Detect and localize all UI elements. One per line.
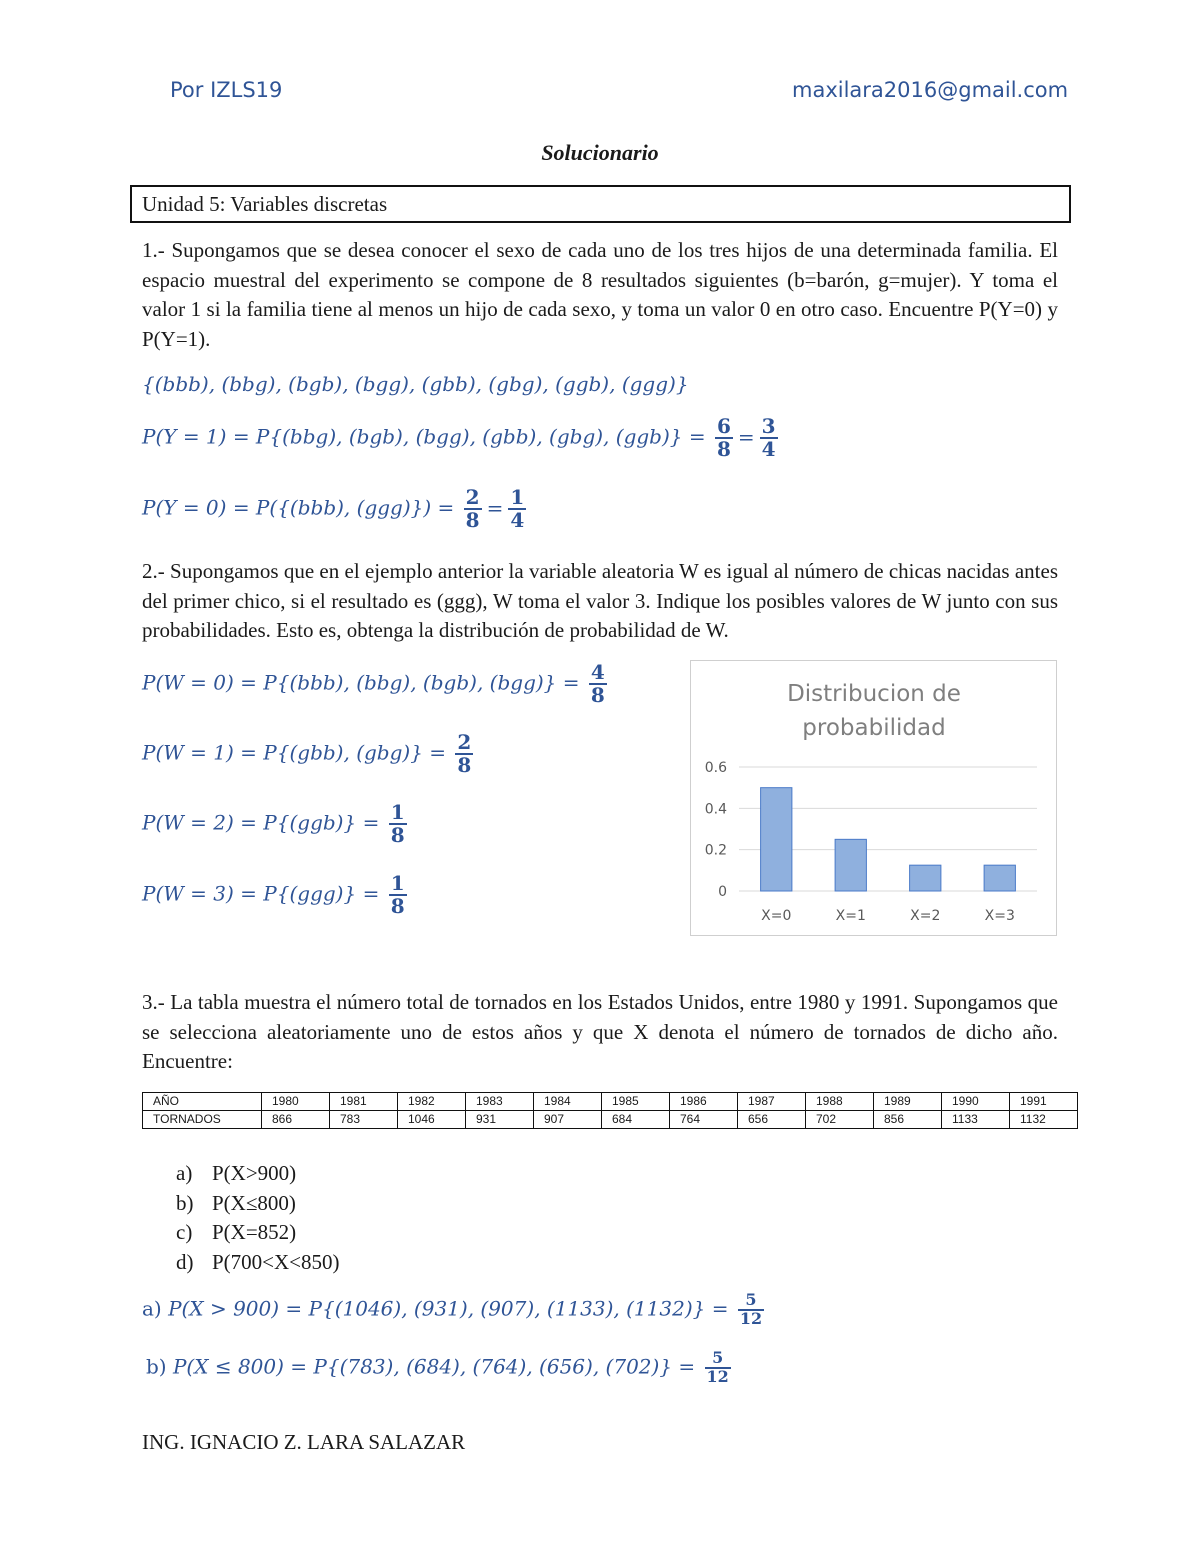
table-cell: 1986 (670, 1093, 738, 1111)
unit-label: Unidad 5: Variables discretas (142, 192, 388, 216)
answer-b (146, 1350, 734, 1386)
equals-sign: = (737, 424, 755, 449)
table-cell: 783 (330, 1111, 398, 1129)
sample-space: {(bbb), (bbg), (bgb), (bgg), (gbb), (gbg), (ggb), (ggg)} (142, 372, 689, 396)
table-cell: 1988 (806, 1093, 874, 1111)
fraction: $\frac{5}{12}$ (706, 1348, 729, 1386)
bar (835, 839, 866, 891)
list-item: d) P(700<X<850) (176, 1249, 340, 1274)
answer-a (142, 1292, 767, 1328)
table-cell: 1991 (1010, 1093, 1078, 1111)
table-cell: 1133 (942, 1111, 1010, 1129)
chart-svg (691, 661, 1056, 935)
bar (910, 865, 941, 891)
table-header-cell: AÑO (143, 1093, 262, 1111)
x-tick-label: X=1 (835, 908, 866, 924)
table-cell: 1989 (874, 1093, 942, 1111)
list-item: c) P(X=852) (176, 1220, 297, 1244)
table-cell: 1985 (602, 1093, 670, 1111)
x-tick-label: X=0 (761, 908, 792, 924)
unit-box (130, 185, 1071, 223)
fraction: $\frac{1}{4}$ (510, 485, 525, 532)
fraction: $\frac{2}{8}$ (465, 485, 480, 532)
table-cell: 1983 (466, 1093, 534, 1111)
list-item: b) P(X≤800) (176, 1190, 296, 1215)
table-cell: 1981 (330, 1093, 398, 1111)
question-list (176, 1159, 340, 1277)
chart-title: Distribucion de (787, 681, 961, 707)
equation-y1 (142, 416, 781, 460)
fraction: $\frac{6}{8}$ (716, 414, 731, 461)
y-tick-label: 0.6 (704, 760, 727, 776)
footer-author: ING. IGNACIO Z. LARA SALAZAR (142, 1430, 466, 1454)
answer-b-expr: P(X ≤ 800) = P{(783), (684), (764), (656), (702)} = (172, 1354, 696, 1379)
table-cell: 702 (806, 1111, 874, 1129)
equation-w1: P(W = 1) = P{(gbb), (gbg)} = $\frac{2}{8}$ (142, 730, 472, 777)
question-2-text: 2.- Supongamos que en el ejemplo anterior la variable aleatoria W es igual al número de chicas nacidas antes del primer chico, si el resultado es (ggg), W toma el valor 3. Indique los posibles valores de W junto con sus probabilidades. Esto es, obtenga la distribución de probabilidad de W. (142, 559, 1058, 642)
table-header-cell: TORNADOS (143, 1111, 262, 1129)
equation-w2: P(W = 2) = P{(ggb)} = $\frac{1}{8}$ (142, 800, 405, 847)
y-tick-label: 0.4 (704, 801, 727, 818)
fraction: $\frac{3}{4}$ (761, 414, 776, 461)
table-cell: 1980 (262, 1093, 330, 1111)
y-tick-label: 0 (718, 884, 727, 900)
fraction: $\frac{5}{12}$ (739, 1290, 763, 1328)
chart-title: probabilidad (802, 715, 946, 741)
equation-y0-lhs: P(Y = 0) = P({(bbb), (ggg)}) = (142, 495, 455, 520)
equation-y1-lhs: P(Y = 1) = P{(bbg), (bgb), (bgg), (gbb), (gbg), (ggb)} = (142, 424, 706, 449)
equation-w0: P(W = 0) = P{(bbb), (bbg), (bgb), (bgg)} = $\frac{4}{8}$ (142, 660, 605, 707)
tornado-table (142, 1092, 1078, 1129)
answer-b-prefix: b) (146, 1354, 167, 1379)
header-email[interactable]: maxilara2016@gmail.com (792, 78, 1069, 102)
question-1-text: 1.- Supongamos que se desea conocer el sexo de cada uno de los tres hijos de una determinada familia. El espacio muestral del experimento se compone de 8 resultados siguientes (b=barón, g=mujer). Y toma el valor 1 si la familia tiene al menos un hijo de cada sexo, y toma un valor 0 en otro caso. Encuentre P(Y=0) y P(Y=1). (142, 238, 1058, 351)
table-cell: 764 (670, 1111, 738, 1129)
equals-sign: = (486, 495, 504, 520)
table-cell: 1982 (398, 1093, 466, 1111)
table-cell: 856 (874, 1111, 942, 1129)
table-cell: 1987 (738, 1093, 806, 1111)
fraction: $\frac{1}{8}$ (390, 871, 405, 918)
table-row (143, 1093, 1078, 1111)
list-item: a) P(X>900) (176, 1161, 297, 1185)
bar (984, 865, 1015, 891)
table-row (143, 1111, 1078, 1129)
table-cell: 1984 (534, 1093, 602, 1111)
fraction: $\frac{1}{8}$ (390, 800, 405, 847)
fraction: $\frac{4}{8}$ (590, 660, 605, 707)
table-cell: 1132 (1010, 1111, 1078, 1129)
table-cell: 907 (534, 1111, 602, 1129)
answer-a-prefix: a) (142, 1296, 162, 1321)
page-title: Solucionario (541, 140, 659, 165)
bar (761, 788, 792, 891)
y-tick-label: 0.2 (704, 842, 727, 859)
table-cell: 684 (602, 1111, 670, 1129)
x-tick-label: X=3 (984, 908, 1015, 924)
equation-w3: P(W = 3) = P{(ggg)} = $\frac{1}{8}$ (142, 871, 405, 918)
table-cell: 866 (262, 1111, 330, 1129)
answer-a-expr: P(X > 900) = P{(1046), (931), (907), (1133), (1132)} = (168, 1296, 729, 1321)
question-3-text: 3.- La tabla muestra el número total de tornados en los Estados Unidos, entre 1980 y 1991. Supongamos que se selecciona aleatoriamente uno de estos años y que X denota el número de tornados de dicho año. Encuentre: (142, 990, 1058, 1073)
table-cell: 1046 (398, 1111, 466, 1129)
table-cell: 656 (738, 1111, 806, 1129)
table-cell: 931 (466, 1111, 534, 1129)
header-author: Por IZLS19 (170, 78, 283, 102)
equation-y0 (142, 487, 529, 531)
x-tick-label: X=2 (910, 908, 941, 924)
fraction: $\frac{2}{8}$ (457, 730, 472, 777)
table-cell: 1990 (942, 1093, 1010, 1111)
probability-chart (690, 660, 1057, 936)
